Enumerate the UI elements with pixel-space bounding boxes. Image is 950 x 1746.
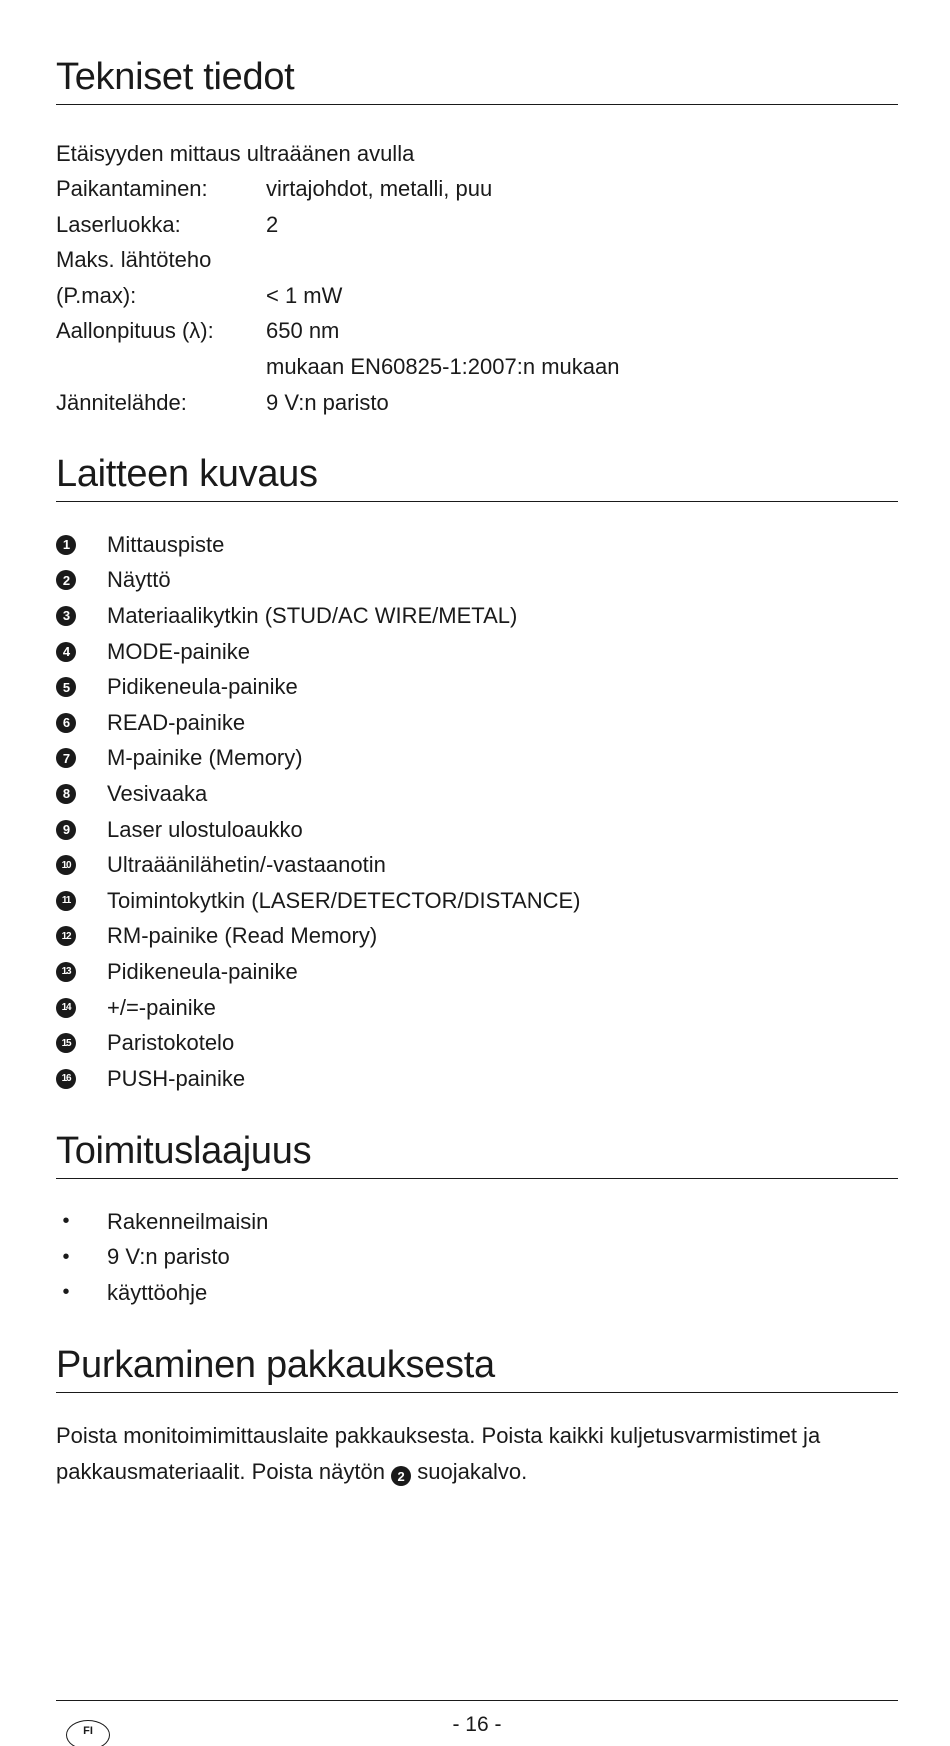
section-title-device-description: Laitteen kuvaus [56, 455, 898, 502]
number-badge: 16 [56, 1069, 76, 1089]
section-title-unpacking: Purkaminen pakkauksesta [56, 1346, 898, 1393]
number-badge: 11 [56, 891, 76, 911]
footer-divider [56, 1700, 898, 1701]
page-number: - 16 - [452, 1713, 502, 1736]
part-label: Laser ulostuloaukko [107, 816, 303, 842]
list-item [56, 954, 898, 990]
spec-label: Jännitelähde: [56, 389, 187, 415]
part-label: PUSH-painike [107, 1065, 246, 1091]
part-label: Pidikeneula-painike [107, 674, 298, 700]
list-item [56, 847, 898, 883]
scope-label: Rakenneilmaisin [107, 1208, 269, 1234]
part-label: Materiaalikytkin (STUD/AC WIRE/METAL) [107, 602, 518, 628]
number-badge: 13 [56, 962, 76, 982]
number-badge: 2 [391, 1466, 411, 1486]
number-badge: 10 [56, 855, 76, 875]
number-badge: 12 [56, 926, 76, 946]
list-item [56, 705, 898, 741]
spec-value: 9 V:n paristo [266, 389, 389, 415]
spec-value: 2 [266, 211, 279, 237]
spec-intro: Etäisyyden mittaus ultraäänen avulla [56, 141, 415, 166]
part-label: RM-painike (Read Memory) [107, 923, 378, 949]
unpack-paragraph [56, 1418, 898, 1489]
list-item [56, 1204, 898, 1240]
list-item [56, 990, 898, 1026]
spec-table [56, 171, 898, 420]
list-item [56, 1240, 898, 1276]
list-item [56, 1061, 898, 1097]
spec-row [56, 171, 898, 207]
spec-label: (P.max): [56, 282, 137, 308]
unpack-text: Poista monitoimimittauslaite pakkauksesta. Poista kaikki kuljetusvarmistimet ja pakkausmateriaalit. Poista näytön [56, 1423, 821, 1484]
list-item [56, 634, 898, 670]
part-label: Paristokotelo [107, 1030, 235, 1056]
list-item [56, 883, 898, 919]
spec-value: virtajohdot, metalli, puu [266, 176, 493, 201]
spec-value: mukaan EN60825-1:2007:n mukaan [266, 353, 620, 379]
number-badge: 1 [56, 535, 76, 555]
number-badge: 7 [56, 748, 76, 768]
spec-label: Aallonpituus (λ): [56, 318, 214, 344]
part-label: READ-painike [107, 709, 246, 735]
scope-label: käyttöohje [107, 1279, 208, 1305]
spec-label: Paikantaminen: [56, 176, 208, 201]
spec-row [56, 278, 898, 314]
part-label: +/=-painike [107, 994, 216, 1020]
number-badge: 9 [56, 820, 76, 840]
list-item [56, 527, 898, 563]
number-badge: 2 [56, 570, 76, 590]
part-label: Vesivaaka [107, 780, 208, 806]
section-title-technical-data: Tekniset tiedot [56, 58, 898, 105]
spec-value: 650 nm [266, 318, 340, 344]
number-badge: 6 [56, 713, 76, 733]
part-label: Toimintokytkin (LASER/DETECTOR/DISTANCE) [107, 887, 581, 913]
spec-label: Laserluokka: [56, 211, 181, 237]
part-label: Näyttö [107, 567, 171, 593]
scope-label: 9 V:n paristo [107, 1244, 230, 1270]
number-badge: 3 [56, 606, 76, 626]
bullet-icon: • [62, 1245, 70, 1268]
spec-row [56, 207, 898, 243]
bullet-icon: • [62, 1210, 70, 1233]
list-item [56, 669, 898, 705]
number-badge: 5 [56, 677, 76, 697]
part-label: Ultraäänilähetin/-vastaanotin [107, 852, 386, 878]
list-item [56, 1275, 898, 1311]
part-label: Pidikeneula-painike [107, 958, 298, 984]
number-badge: 4 [56, 642, 76, 662]
spec-row [56, 242, 898, 278]
spec-row [56, 313, 898, 349]
list-item [56, 1025, 898, 1061]
bullet-icon: • [62, 1281, 70, 1304]
section-title-scope-of-delivery: Toimituslaajuus [56, 1132, 898, 1179]
unpack-text-end: suojakalvo. [417, 1458, 528, 1484]
spec-label [56, 349, 266, 385]
manual-page [56, 0, 898, 1746]
list-item [56, 598, 898, 634]
list-item [56, 741, 898, 777]
spec-row [56, 349, 898, 385]
part-label: MODE-painike [107, 638, 251, 664]
spec-value [266, 242, 898, 278]
part-label: Mittauspiste [107, 531, 225, 557]
spec-row [56, 385, 898, 421]
part-label: M-painike (Memory) [107, 745, 303, 771]
number-badge: 8 [56, 784, 76, 804]
spec-value: < 1 mW [266, 282, 343, 308]
number-badge: 14 [56, 998, 76, 1018]
list-item [56, 776, 898, 812]
parts-list [56, 527, 898, 1097]
number-badge: 15 [56, 1033, 76, 1053]
spec-label: Maks. lähtöteho [56, 247, 212, 273]
list-item [56, 812, 898, 848]
list-item [56, 919, 898, 955]
language-badge: FI [66, 1720, 110, 1746]
list-item [56, 563, 898, 599]
scope-list [56, 1204, 898, 1311]
